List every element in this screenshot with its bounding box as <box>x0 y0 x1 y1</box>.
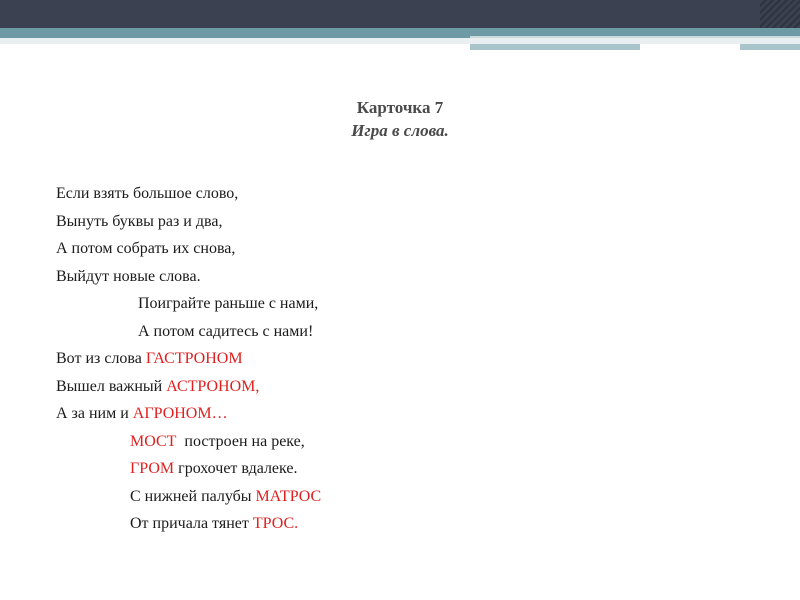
highlight-word: ГАСТРОНОМ <box>145 350 243 367</box>
highlight-word: ТРОС. <box>252 515 299 532</box>
poem-line <box>56 400 756 428</box>
poem-line: А потом собрать их снова, <box>56 240 236 257</box>
poem-line <box>56 428 756 456</box>
poem-text-segment: построен на реке, <box>176 432 305 450</box>
poem-line <box>56 373 756 401</box>
poem-line <box>56 345 756 373</box>
poem-line: Выйдут новые слова. <box>56 267 201 285</box>
card-subtitle: Игра в слова. <box>351 121 449 140</box>
poem-text-segment: А за ним и <box>56 405 133 422</box>
poem-line: Вынуть буквы раз и два, <box>56 212 223 230</box>
poem-line <box>56 455 756 483</box>
header-band-light <box>0 38 800 44</box>
highlight-word: АСТРОНОМ, <box>166 377 260 395</box>
header-accent-strip-right <box>740 44 800 50</box>
card-title: Карточка 7 <box>356 98 444 117</box>
poem-line: Поиграйте раньше с нами, <box>138 295 319 312</box>
poem-text-segment: Вышел важный <box>56 377 167 395</box>
header-corner-pattern <box>760 0 800 28</box>
poem-line: А потом садитесь с нами! <box>138 322 314 340</box>
highlight-word: МАТРОС <box>255 487 322 505</box>
header-band-dark <box>0 0 800 28</box>
poem-line <box>56 483 756 511</box>
poem-line: Если взять большое слово, <box>56 185 239 202</box>
poem-text-segment: С нижней палубы <box>130 487 256 505</box>
poem-text <box>56 180 756 538</box>
highlight-word: ГРОМ <box>130 460 175 477</box>
poem-line <box>56 510 756 538</box>
poem-text-segment: От причала тянет <box>130 515 253 532</box>
header-accent-strip <box>470 44 640 50</box>
highlight-word: МОСТ <box>130 432 177 450</box>
poem-text-segment: Вот из слова <box>56 350 146 367</box>
highlight-word: АГРОНОМ… <box>132 405 228 422</box>
poem-text-segment: грохочет вдалеке. <box>174 460 298 477</box>
